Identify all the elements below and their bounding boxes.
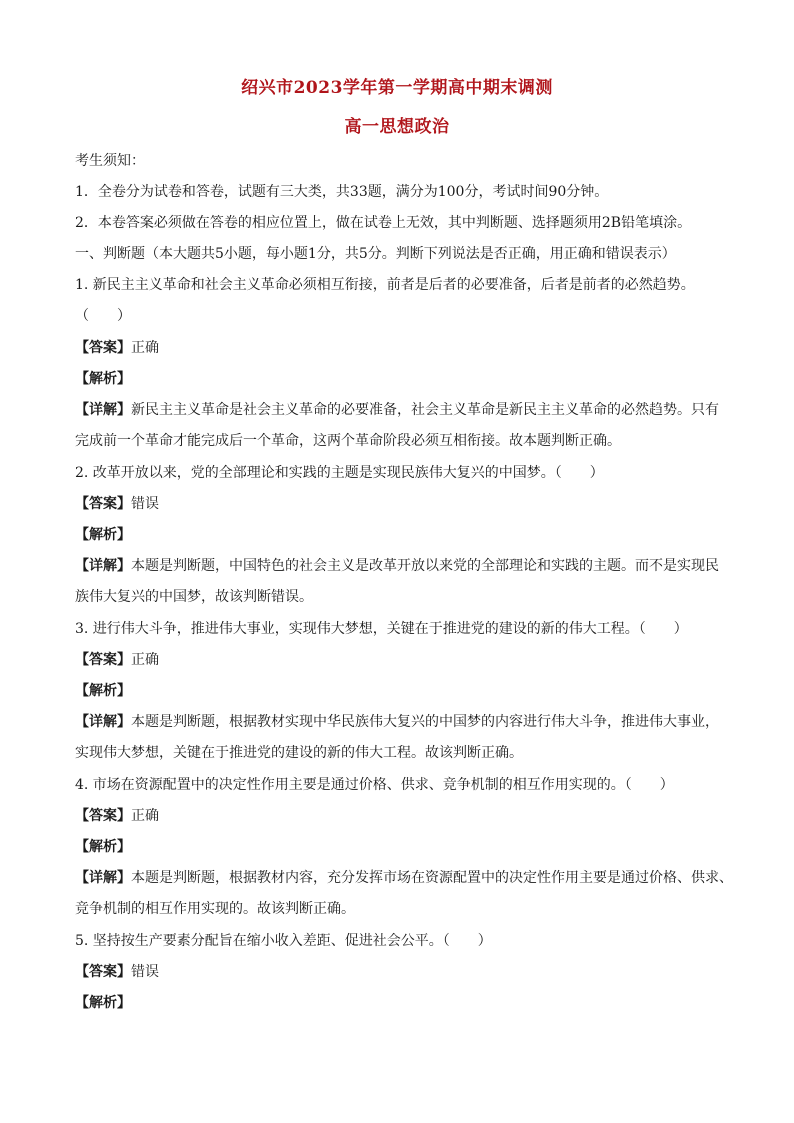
detail-row-2b: 族伟大复兴的中国梦，故该判断错误。 (75, 589, 313, 605)
detail-row-2a (75, 557, 719, 575)
answer-row-4 (75, 807, 159, 825)
answer-label: 【答案】 (75, 652, 131, 668)
detail-row-3a (75, 713, 719, 731)
question-4-text: 4. 市场在资源配置中的决定性作用主要是通过价格、供求、竞争机制的相互作用实现的。（ ） (75, 777, 674, 793)
analysis-label-2 (75, 526, 131, 544)
answer-value: 错误 (131, 496, 159, 512)
detail-label: 【详解】 (75, 870, 131, 886)
question-3-text: 3. 进行伟大斗争，推进伟大事业，实现伟大梦想，关键在于推进党的建设的新的伟大工程。（ ） (75, 621, 688, 637)
answer-label: 【答案】 (75, 808, 131, 824)
analysis-label: 【解析】 (75, 995, 131, 1011)
notice-heading: 考生须知： (75, 153, 145, 169)
detail-text: 本题是判断题，根据教材内容，充分发挥市场在资源配置中的决定性作用主要是通过价格、供求、 (131, 870, 733, 886)
analysis-label-4 (75, 838, 131, 856)
answer-row-1 (75, 339, 159, 357)
answer-row-5 (75, 963, 159, 981)
detail-row-4a (75, 869, 733, 887)
answer-value: 正确 (131, 340, 159, 356)
detail-row-1a (75, 401, 719, 419)
answer-label: 【答案】 (75, 340, 131, 356)
detail-text: 新民主主义革命是社会主义革命的必要准备，社会主义革命是新民主主义革命的必然趋势。只有 (131, 402, 719, 418)
detail-row-3b: 实现伟大梦想，关键在于推进党的建设的新的伟大工程。故该判断正确。 (75, 745, 523, 761)
question-2-text: 2. 改革开放以来，党的全部理论和实践的主题是实现民族伟大复兴的中国梦。（ ） (75, 465, 604, 481)
detail-text: 本题是判断题，根据教材实现中华民族伟大复兴的中国梦的内容进行伟大斗争，推进伟大事业， (131, 714, 719, 730)
answer-row-3 (75, 651, 159, 669)
document-subtitle: 高一思想政治 (344, 117, 450, 137)
question-1-bracket: （ ） (75, 308, 131, 324)
detail-row-4b: 竞争机制的相互作用实现的。故该判断正确。 (75, 901, 355, 917)
analysis-label: 【解析】 (75, 683, 131, 699)
analysis-label: 【解析】 (75, 839, 131, 855)
analysis-label-5 (75, 994, 131, 1012)
detail-label: 【详解】 (75, 714, 131, 730)
answer-value: 正确 (131, 652, 159, 668)
answer-label: 【答案】 (75, 964, 131, 980)
question-5-text: 5. 坚持按生产要素分配旨在缩小收入差距、促进社会公平。（ ） (75, 933, 492, 949)
answer-row-2 (75, 495, 159, 513)
detail-row-1b: 完成前一个革命才能完成后一个革命，这两个革命阶段必须互相衔接。故本题判断正确。 (75, 433, 621, 449)
detail-label: 【详解】 (75, 558, 131, 574)
detail-label: 【详解】 (75, 402, 131, 418)
detail-text: 本题是判断题，中国特色的社会主义是改革开放以来党的全部理论和实践的主题。而不是实现民 (131, 558, 719, 574)
section-heading: 一、判断题（本大题共5小题，每小题1分，共5分。判断下列说法是否正确，用正确和错误表示） (75, 246, 676, 262)
notice-item-2: 2．本卷答案必须做在答卷的相应位置上，做在试卷上无效，其中判断题、选择题须用2B铅笔填涂。 (75, 215, 692, 231)
answer-value: 错误 (131, 964, 159, 980)
notice-item-1: 1．全卷分为试卷和答卷，试题有三大类，共33题，满分为100分，考试时间90分钟。 (75, 184, 609, 200)
answer-value: 正确 (131, 808, 159, 824)
analysis-label: 【解析】 (75, 371, 131, 387)
analysis-label-3 (75, 682, 131, 700)
answer-label: 【答案】 (75, 496, 131, 512)
document-title: 绍兴市2023学年第一学期高中期末调测 (241, 78, 553, 98)
analysis-label: 【解析】 (75, 527, 131, 543)
analysis-label-1 (75, 370, 131, 388)
question-1-text: 1. 新民主主义革命和社会主义革命必须相互衔接，前者是后者的必要准备，后者是前者的必然趋势。 (75, 277, 695, 293)
